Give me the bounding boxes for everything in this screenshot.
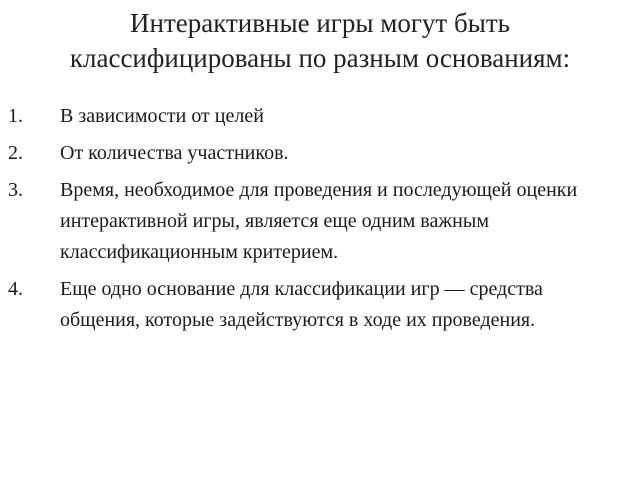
slide-title-line-1: Интерактивные игры могут быть [130, 8, 510, 38]
list-item [0, 175, 625, 268]
numbered-list [0, 101, 625, 342]
list-item-text: Время, необходимое для проведения и последующей оценки интерактивной игры, является еще одним важным классификационным критерием. [60, 179, 578, 263]
list-item-number: 4. [8, 278, 23, 300]
list-item-number: 2. [8, 142, 23, 164]
list-item-text: В зависимости от целей [60, 105, 264, 127]
list-item [0, 138, 625, 169]
slide-title [0, 6, 640, 76]
list-item [0, 101, 625, 132]
list-item-text: Еще одно основание для классификации игр — средства общения, которые задействуются в ходе их проведения. [60, 278, 543, 331]
list-item-number: 3. [8, 179, 23, 201]
list-item-number: 1. [8, 105, 23, 127]
list-item [0, 274, 625, 336]
list-item-text: От количества участников. [60, 142, 289, 164]
slide-title-line-2: классифицированы по разным основаниям: [69, 43, 571, 73]
